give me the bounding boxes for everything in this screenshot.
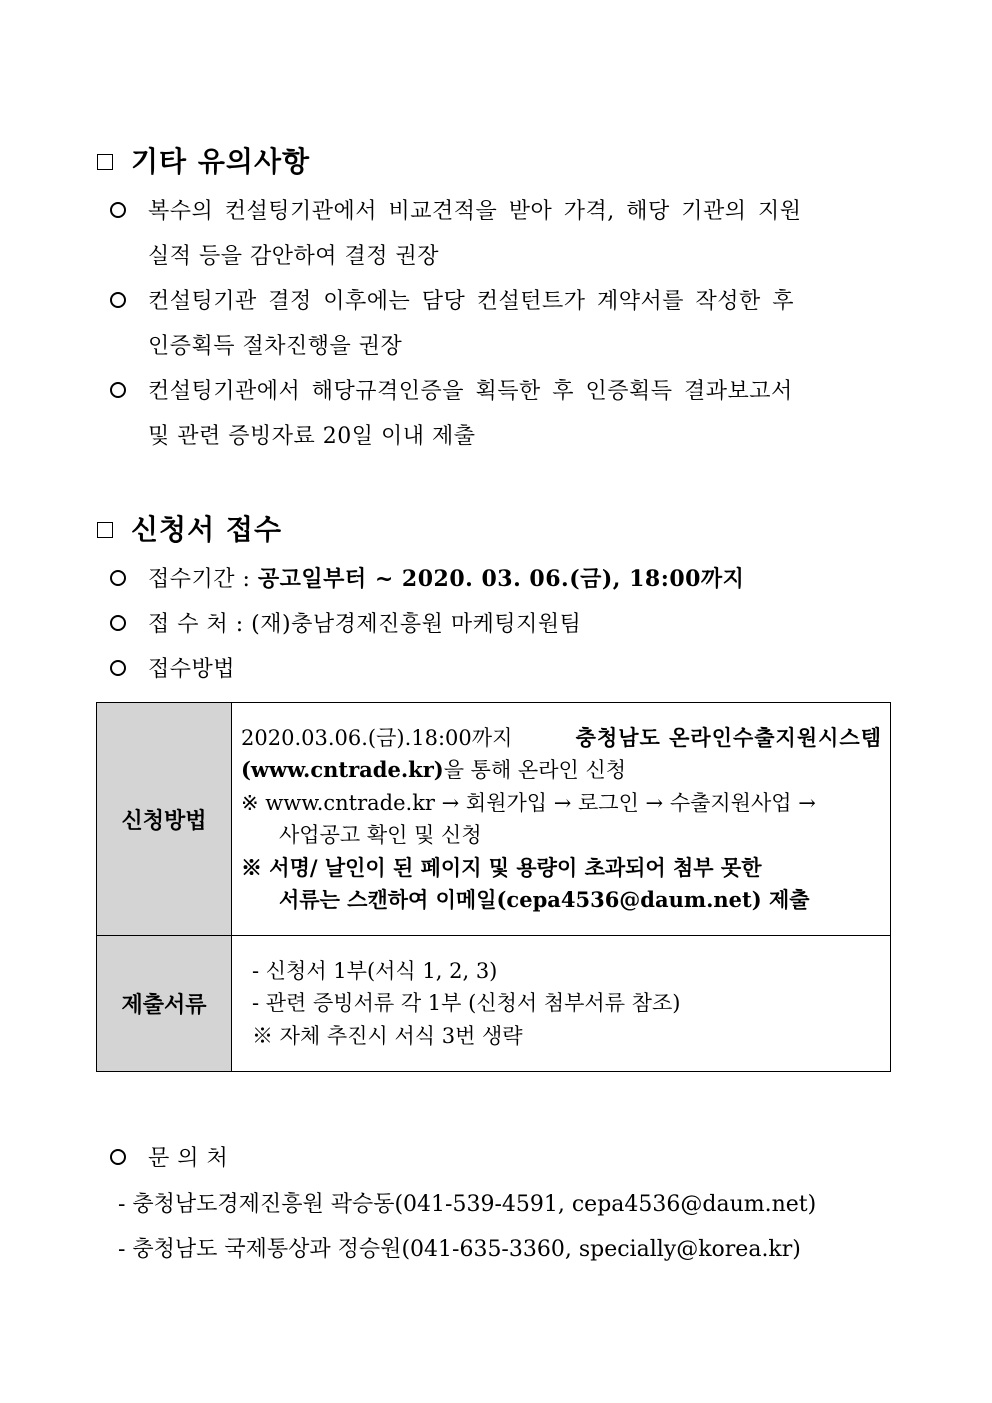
circle-bullet-icon <box>110 1149 126 1165</box>
method-label: 접수방법 <box>148 657 236 682</box>
period-value: 공고일부터 ~ 2020. 03. 06.(금), 18:00까지 <box>257 566 745 592</box>
method-item <box>110 652 236 683</box>
contact-item <box>110 1141 229 1172</box>
row-header-documents: 제출서류 <box>97 936 232 1072</box>
list-item-continuation: 실적 등을 감안하여 결정 권장 <box>148 244 439 269</box>
table-row <box>97 936 891 1072</box>
contact-line: - 충청남도경제진흥원 곽승동(041-539-4591, cepa4536@daum.net) <box>118 1192 817 1217</box>
section-title-application: 신청서 접수 <box>97 508 282 548</box>
contact-line: - 충청남도 국제통상과 정승원(041-635-3360, specially@korea.kr) <box>118 1237 801 1262</box>
contact-label: 문 의 처 <box>148 1146 229 1171</box>
circle-bullet-icon <box>110 570 126 586</box>
method-cell: 2020.03.06.(금).18:00까지 충청남도 온라인수출지원시스템 (www.cntrade.kr)을 통해 온라인 신청 ※ www.cntrade.kr → 회원가입 → 로그인 → 수출지원사업 → 사업공고 확인 및 신청 ※ 서명/ 날인이 된 페이지 및 용량이 초과되어 첨부 못한 서류는 스캔하여 이메일(cepa4536@daum.net) 제출 <box>232 703 891 936</box>
application-table <box>96 702 891 1072</box>
square-icon <box>97 522 113 538</box>
circle-bullet-icon <box>110 292 126 308</box>
circle-bullet-icon <box>110 202 126 218</box>
list-item: 컨설팅기관 결정 이후에는 담당 컨설턴트가 계약서를 작성한 후 <box>110 284 756 315</box>
section-title-notes: 기타 유의사항 <box>97 140 310 180</box>
circle-bullet-icon <box>110 660 126 676</box>
circle-bullet-icon <box>110 615 126 631</box>
table-row <box>97 703 891 936</box>
period-label: 접수기간 : <box>148 567 258 592</box>
circle-bullet-icon <box>110 382 126 398</box>
place-value: (재)충남경제진흥원 마케팅지원팀 <box>251 612 582 637</box>
row-header-method: 신청방법 <box>97 703 232 936</box>
place-label: 접 수 처 : <box>148 612 252 637</box>
square-icon <box>97 154 113 170</box>
list-item: 컨설팅기관에서 해당규격인증을 획득한 후 인증획득 결과보고서 <box>110 374 755 405</box>
place-item <box>110 607 582 638</box>
list-item-continuation: 인증획득 절차진행을 권장 <box>148 334 403 359</box>
list-item-continuation: 및 관련 증빙자료 20일 이내 제출 <box>148 424 476 449</box>
documents-cell: - 신청서 1부(서식 1, 2, 3) - 관련 증빙서류 각 1부 (신청서 첨부서류 참조) ※ 자체 추진시 서식 3번 생략 <box>232 936 891 1072</box>
period-item <box>110 562 745 593</box>
list-item: 복수의 컨설팅기관에서 비교견적을 받아 가격, 해당 기관의 지원 <box>110 194 764 225</box>
